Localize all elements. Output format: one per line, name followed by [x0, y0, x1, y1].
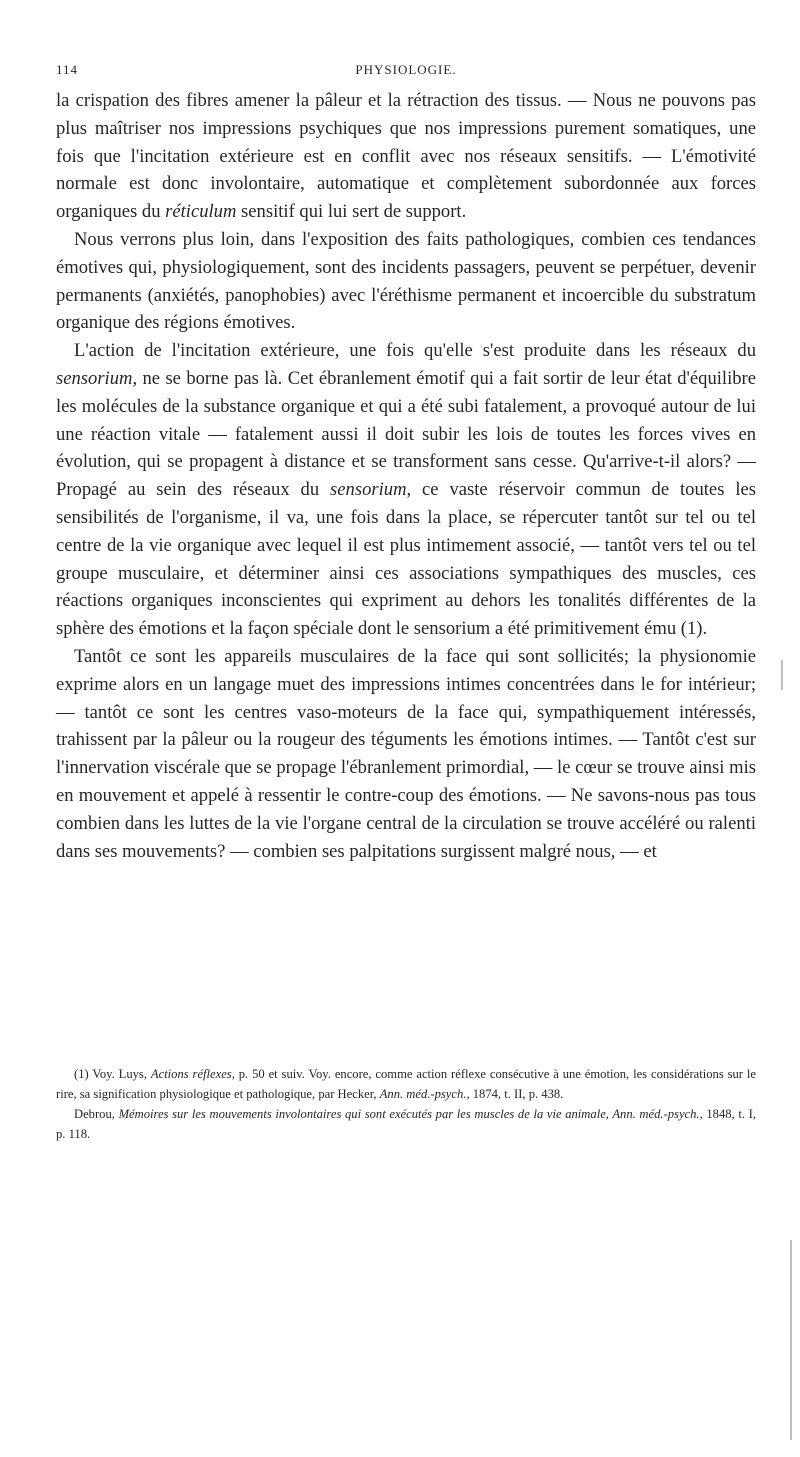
text-run: Nous verrons plus loin, dans l'exposition des faits pathologiques, combien ces tendances émotives qui, physiologiquement, sont des incidents passagers, peuvent se perpétuer, devenir permanents (anxiétés, panophobies) avec l'éréthisme permanent et incoercible du substratum organique des régions émotives. — [56, 228, 756, 334]
footnote — [56, 1104, 756, 1144]
italic-text: sensorium — [330, 479, 407, 501]
paragraph — [56, 87, 756, 226]
italic-text: Actions réflexes — [150, 1067, 232, 1081]
italic-text: Mémoires sur les mouvements involontaires qui sont exécutés par les muscles de la vie animale, Ann. méd.-psych. — [118, 1107, 700, 1121]
text-run: sensitif qui lui sert de support. — [236, 201, 467, 223]
paragraph — [56, 337, 756, 643]
scan-edge-mark — [790, 1240, 792, 1440]
text-run: (1) Voy. Luys, — [74, 1067, 151, 1081]
text-run: , p. 50 et suiv. Voy. encore, comme action réflexe consécutive à une émotion, les considérations sur le rire, sa signification physiologique et pathologique, par Hecker, — [56, 1067, 756, 1101]
italic-text: réticulum — [165, 201, 237, 223]
paragraph — [56, 643, 756, 865]
footnote — [56, 1064, 756, 1104]
page-number: 114 — [56, 62, 79, 77]
text-run: , 1848, t. I, p. 118. — [56, 1107, 756, 1141]
running-title: PHYSIOLOGIE. — [355, 62, 457, 77]
scan-edge-mark — [781, 660, 783, 690]
body-text — [56, 87, 756, 865]
text-run: , ne se borne pas là. Cet ébranlement émotif qui a fait sortir de leur état d'équilibre les molécules de la substance organique et qui a été subi fatalement, a provoqué autour de lui une réaction vitale — fatalement aussi il doit subir les lois de toutes les forces vives en évolution, qui se propagent à distance et se transforment sans cesse. Qu'arrive-t-il alors? — Propagé au sein des réseaux du — [56, 367, 756, 501]
footnotes — [56, 1064, 756, 1144]
italic-text: Ann. méd.-psych. — [379, 1087, 467, 1101]
italic-text: sensorium — [56, 367, 133, 389]
text-run: L'action de l'incitation extérieure, une fois qu'elle s'est produite dans les réseaux du — [74, 340, 756, 362]
paragraph — [56, 226, 756, 337]
running-head — [56, 62, 756, 82]
text-run: , 1874, t. II, p. 438. — [466, 1087, 564, 1101]
text-run: Tantôt ce sont les appareils musculaires de la face qui sont sollicités; la physionomie exprime alors en un langage muet des impressions intimes concentrées dans le for intérieur; — tantôt ce sont les centres vaso-moteurs de la face qui, sympathiquement intéressés, trahissent par la pâleur ou la rougeur des téguments les émotions intimes. — Tantôt c'est sur l'innervation viscérale que se propage l'ébranlement primordial, — le cœur se trouve ainsi mis en mouvement et appelé à ressentir le contre-coup des émotions. — Ne savons-nous pas tous combien dans les luttes de la vie l'organe central de la circulation se trouve accéléré ou ralenti dans ses mouvements? — combien ses palpitations surgissent malgré nous, — et — [56, 645, 756, 862]
text-run: la crispation des fibres amener la pâleur et la rétraction des tissus. — Nous ne pouvons pas plus maîtriser nos impressions psychiques que nos impressions purement somatiques, une fois que l'incitation extérieure est en conflit avec nos réseaux sensitifs. — L'émotivité normale est donc involontaire, automatique et complètement subordonnée aux forces organiques du — [56, 90, 756, 223]
text-run: , ce vaste réservoir commun de toutes les sensibilités de l'organisme, il va, une fois dans la place, se répercuter tantôt sur tel ou tel centre de la vie organique avec lequel il est plus intimement associé, — tantôt vers tel ou tel groupe musculaire, et déterminer ainsi ces associations sympathiques des muscles, ces réactions organiques inconscientes qui expriment au dehors les tonalités différentes de la sphère des émotions et la façon spéciale dont le sensorium a été primitivement ému (1). — [56, 479, 756, 640]
text-run: Debrou, — [74, 1107, 119, 1121]
